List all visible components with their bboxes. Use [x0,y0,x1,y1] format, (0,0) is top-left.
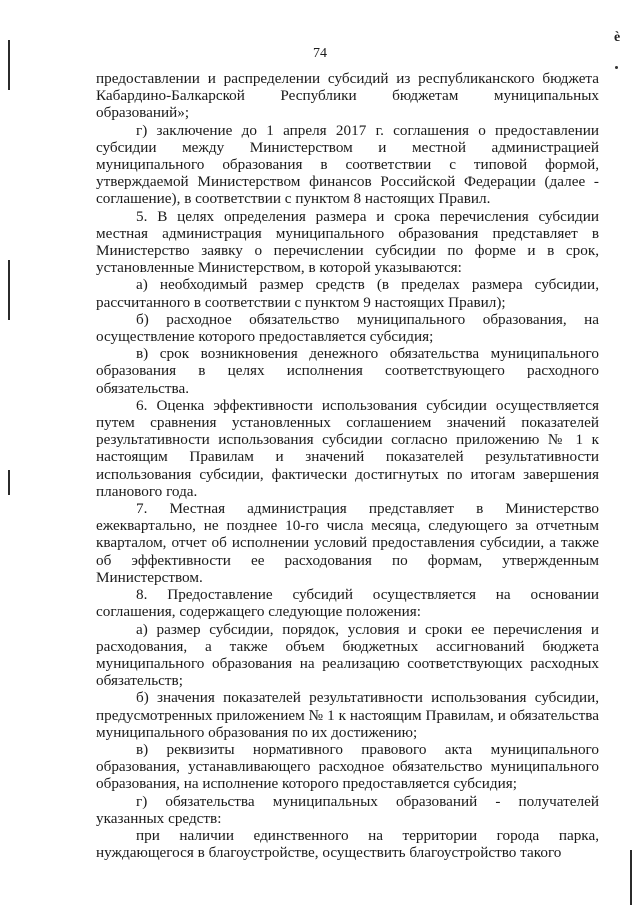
paragraph-5-v: в) срок возникновения денежного обязательства муниципального образования в целях исполнения соответствующего расходного обязательства. [96,345,599,397]
paragraph-continuation: предоставлении и распределении субсидий из республиканского бюджета Кабардино-Балкарской Республики бюджетам муниципальных образований»; [96,70,599,122]
paragraph-8-g: г) обязательства муниципальных образований - получателей указанных средств: [96,792,599,827]
left-margin-line-low [8,470,10,495]
paragraph-7: 7. Местная администрация представляет в Министерство ежеквартально, не позднее 10-го числа месяца, следующего за отчетным кварталом, отчет об исполнении условий предоставления субсидии, а также об эффективности ее расходования по формам, утвержденным Министерством. [96,500,599,586]
paragraph-5: 5. В целях определения размера и срока перечисления субсидии местная администрация муниципального образования представляет в Министерство заявку о перечислении субсидии по форме и в срок, установленные Министерством, в которой указываются: [96,207,599,277]
paragraph-item-g-agreement: г) заключение до 1 апреля 2017 г. соглашения о предоставлении субсидии между Министерством и местной администрацией муниципального образования в соответствии с типовой формой, утверждаемой Министерством финансов Российской Федерации (далее - соглашение), в соответствии с пунктом 8 настоящих Правил. [96,121,599,208]
right-margin-line [630,850,632,905]
paragraph-8-g-park: при наличии единственного на территории города парка, нуждающегося в благоустройстве, осуществить благоустройство такого [96,826,599,862]
paragraph-8: 8. Предоставление субсидий осуществляется на основании соглашения, содержащего следующие положения: [96,586,599,621]
paragraph-5-b: б) расходное обязательство муниципального образования, на осуществление которого предоставляется субсидия; [96,310,599,346]
paragraph-8-v: в) реквизиты нормативного правового акта муниципального образования, устанавливающего расходное обязательство муниципального образования, на исполнение которого предоставляется субсидия; [96,740,599,793]
paragraph-6: 6. Оценка эффективности использования субсидии осуществляется путем сравнения установленных соглашением значений показателей результативности использования субсидии согласно приложению № 1 к настоящим Правилам и значений показателей результативности использования субсидии, фактически достигнутых по итогам завершения планового года. [96,396,599,500]
paragraph-5-a: а) необходимый размер средств (в пределах размера субсидии, рассчитанного в соответствии с пунктом 9 настоящих Правил); [96,276,599,311]
paragraph-8-b: б) значения показателей результативности использования субсидии, предусмотренных приложением № 1 к настоящим Правилам, и обязательства муниципального образования по их достижению; [96,689,599,741]
left-margin-line-mid [8,260,10,320]
paragraph-8-a: а) размер субсидии, порядок, условия и сроки ее перечисления и расходования, а также объем бюджетных ассигнований бюджета муниципального образования на реализацию соответствующих расходных обязательств; [96,620,599,690]
page-number: 74 [313,46,327,61]
corner-mark: ѐ [614,30,621,45]
document-body [96,70,599,861]
corner-dot [615,66,618,69]
